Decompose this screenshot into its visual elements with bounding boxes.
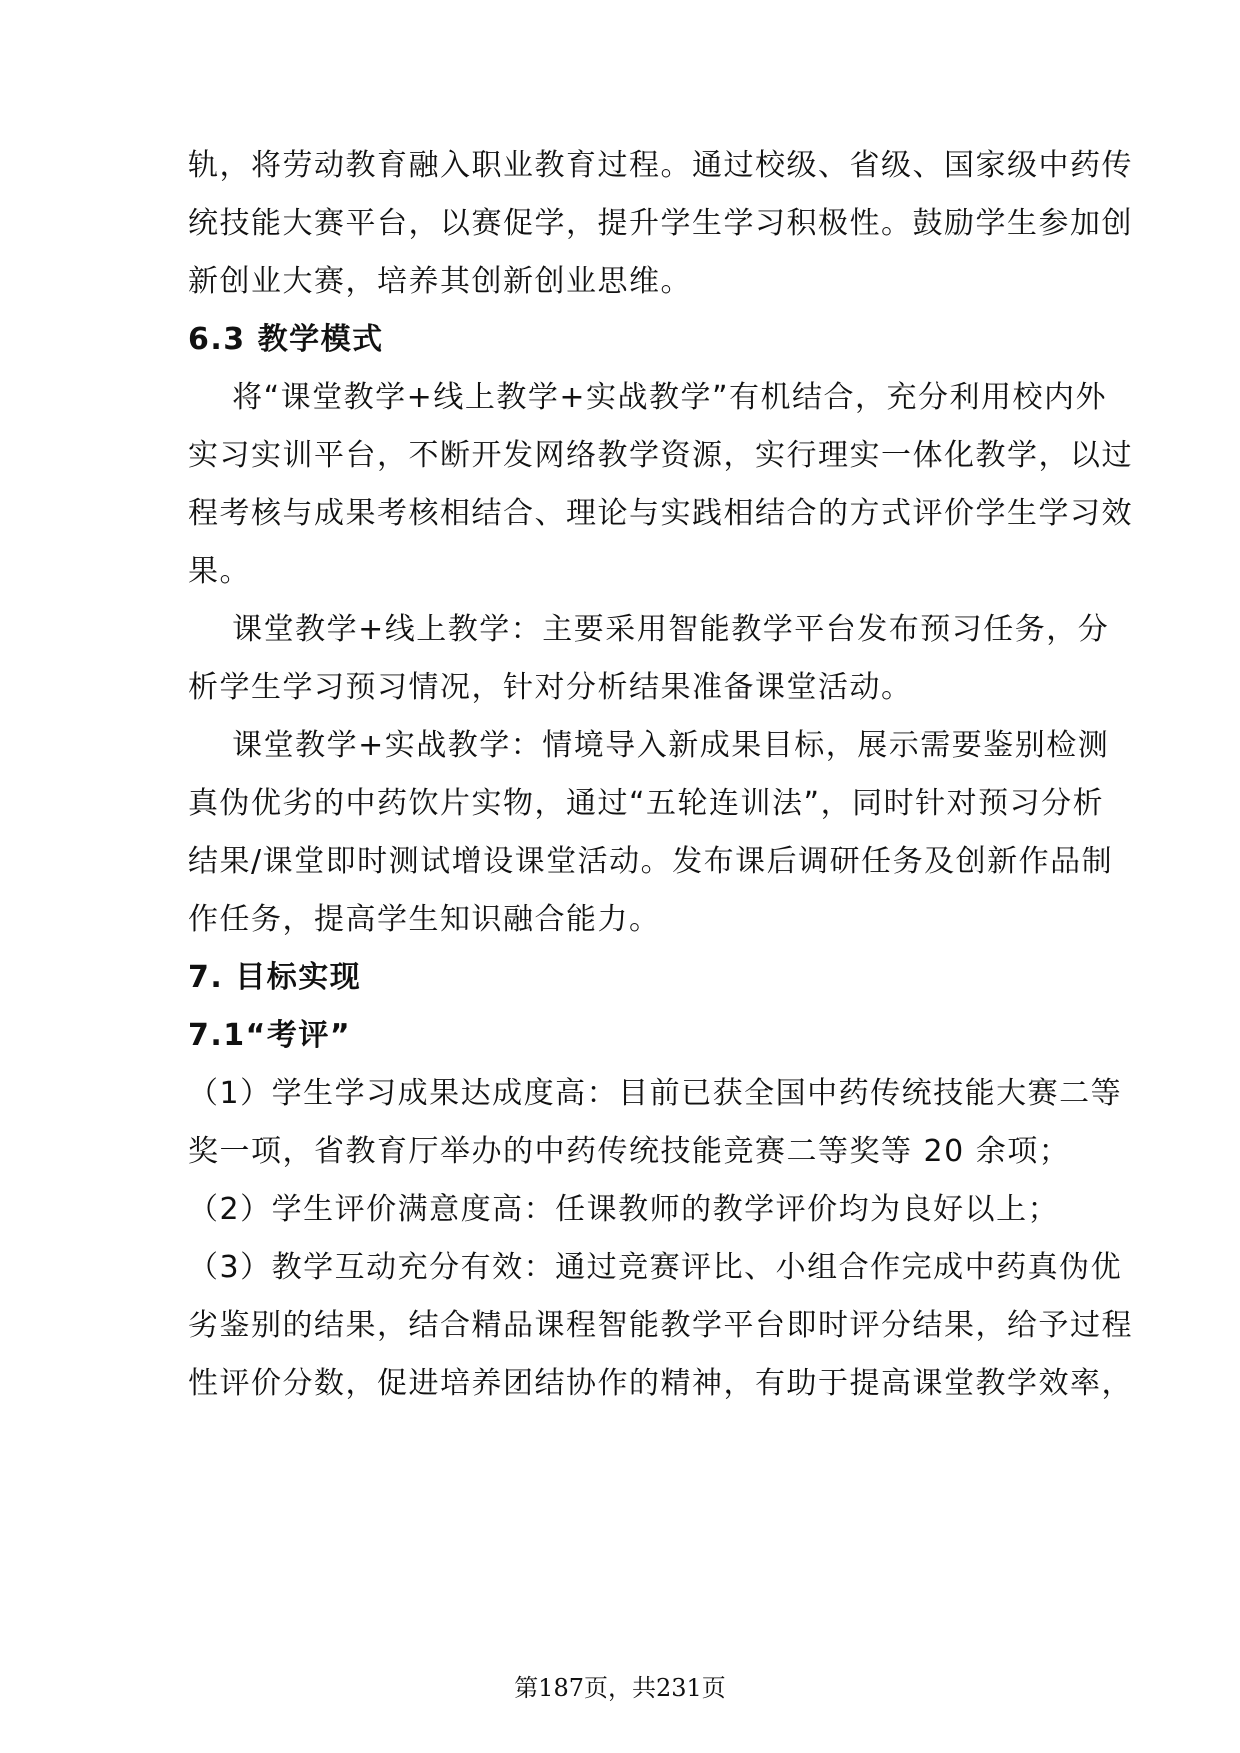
text-line: 课堂教学+线上教学：主要采用智能教学平台发布预习任务，分 — [188, 612, 1110, 647]
text-line: 程考核与成果考核相结合、理论与实践相结合的方式评价学生学习效 — [188, 496, 1133, 531]
text-line: 奖一项，省教育厅举办的中药传统技能竞赛二等奖等 20 余项； — [188, 1134, 1071, 1169]
text-line: 实习实训平台，不断开发网络教学资源，实行理实一体化教学，以过 — [188, 438, 1133, 473]
text-line: 将“课堂教学+线上教学+实战教学”有机结合，充分利用校内外 — [188, 380, 1108, 415]
text-line: （2）学生评价满意度高：任课教师的教学评价均为良好以上； — [188, 1192, 1060, 1227]
text-line: 结果/课堂即时测试增设课堂活动。发布课后调研任务及创新作品制 — [188, 844, 1114, 879]
text-line: 劣鉴别的结果，结合精品课程智能教学平台即时评分结果，给予过程 — [188, 1308, 1133, 1343]
text-line: 真伪优劣的中药饮片实物，通过“五轮连训法”，同时针对预习分析 — [188, 786, 1105, 821]
text-line: 析学生学习预习情况，针对分析结果准备课堂活动。 — [188, 670, 913, 705]
text-line: 新创业大赛，培养其创新创业思维。 — [188, 264, 692, 299]
text-line: 统技能大赛平台，以赛促学，提升学生学习积极性。鼓励学生参加创 — [188, 206, 1133, 241]
page-number-footer: 第187页，共231页 — [514, 1674, 726, 1702]
text-line: 作任务，提高学生知识融合能力。 — [188, 902, 661, 937]
text-line: 课堂教学+实战教学：情境导入新成果目标，展示需要鉴别检测 — [188, 728, 1110, 763]
section-heading: 7. 目标实现 — [188, 960, 362, 995]
text-line: 轨，将劳动教育融入职业教育过程。通过校级、省级、国家级中药传 — [188, 148, 1133, 183]
text-line: 性评价分数，促进培养团结协作的精神，有助于提高课堂教学效率， — [188, 1366, 1133, 1401]
section-heading: 6.3 教学模式 — [188, 322, 384, 357]
subsection-heading: 7.1“考评” — [188, 1018, 352, 1053]
text-line: 果。 — [188, 554, 251, 589]
text-line: （3）教学互动充分有效：通过竞赛评比、小组合作完成中药真伪优 — [188, 1250, 1123, 1285]
text-line: （1）学生学习成果达成度高：目前已获全国中药传统技能大赛二等 — [188, 1076, 1123, 1111]
